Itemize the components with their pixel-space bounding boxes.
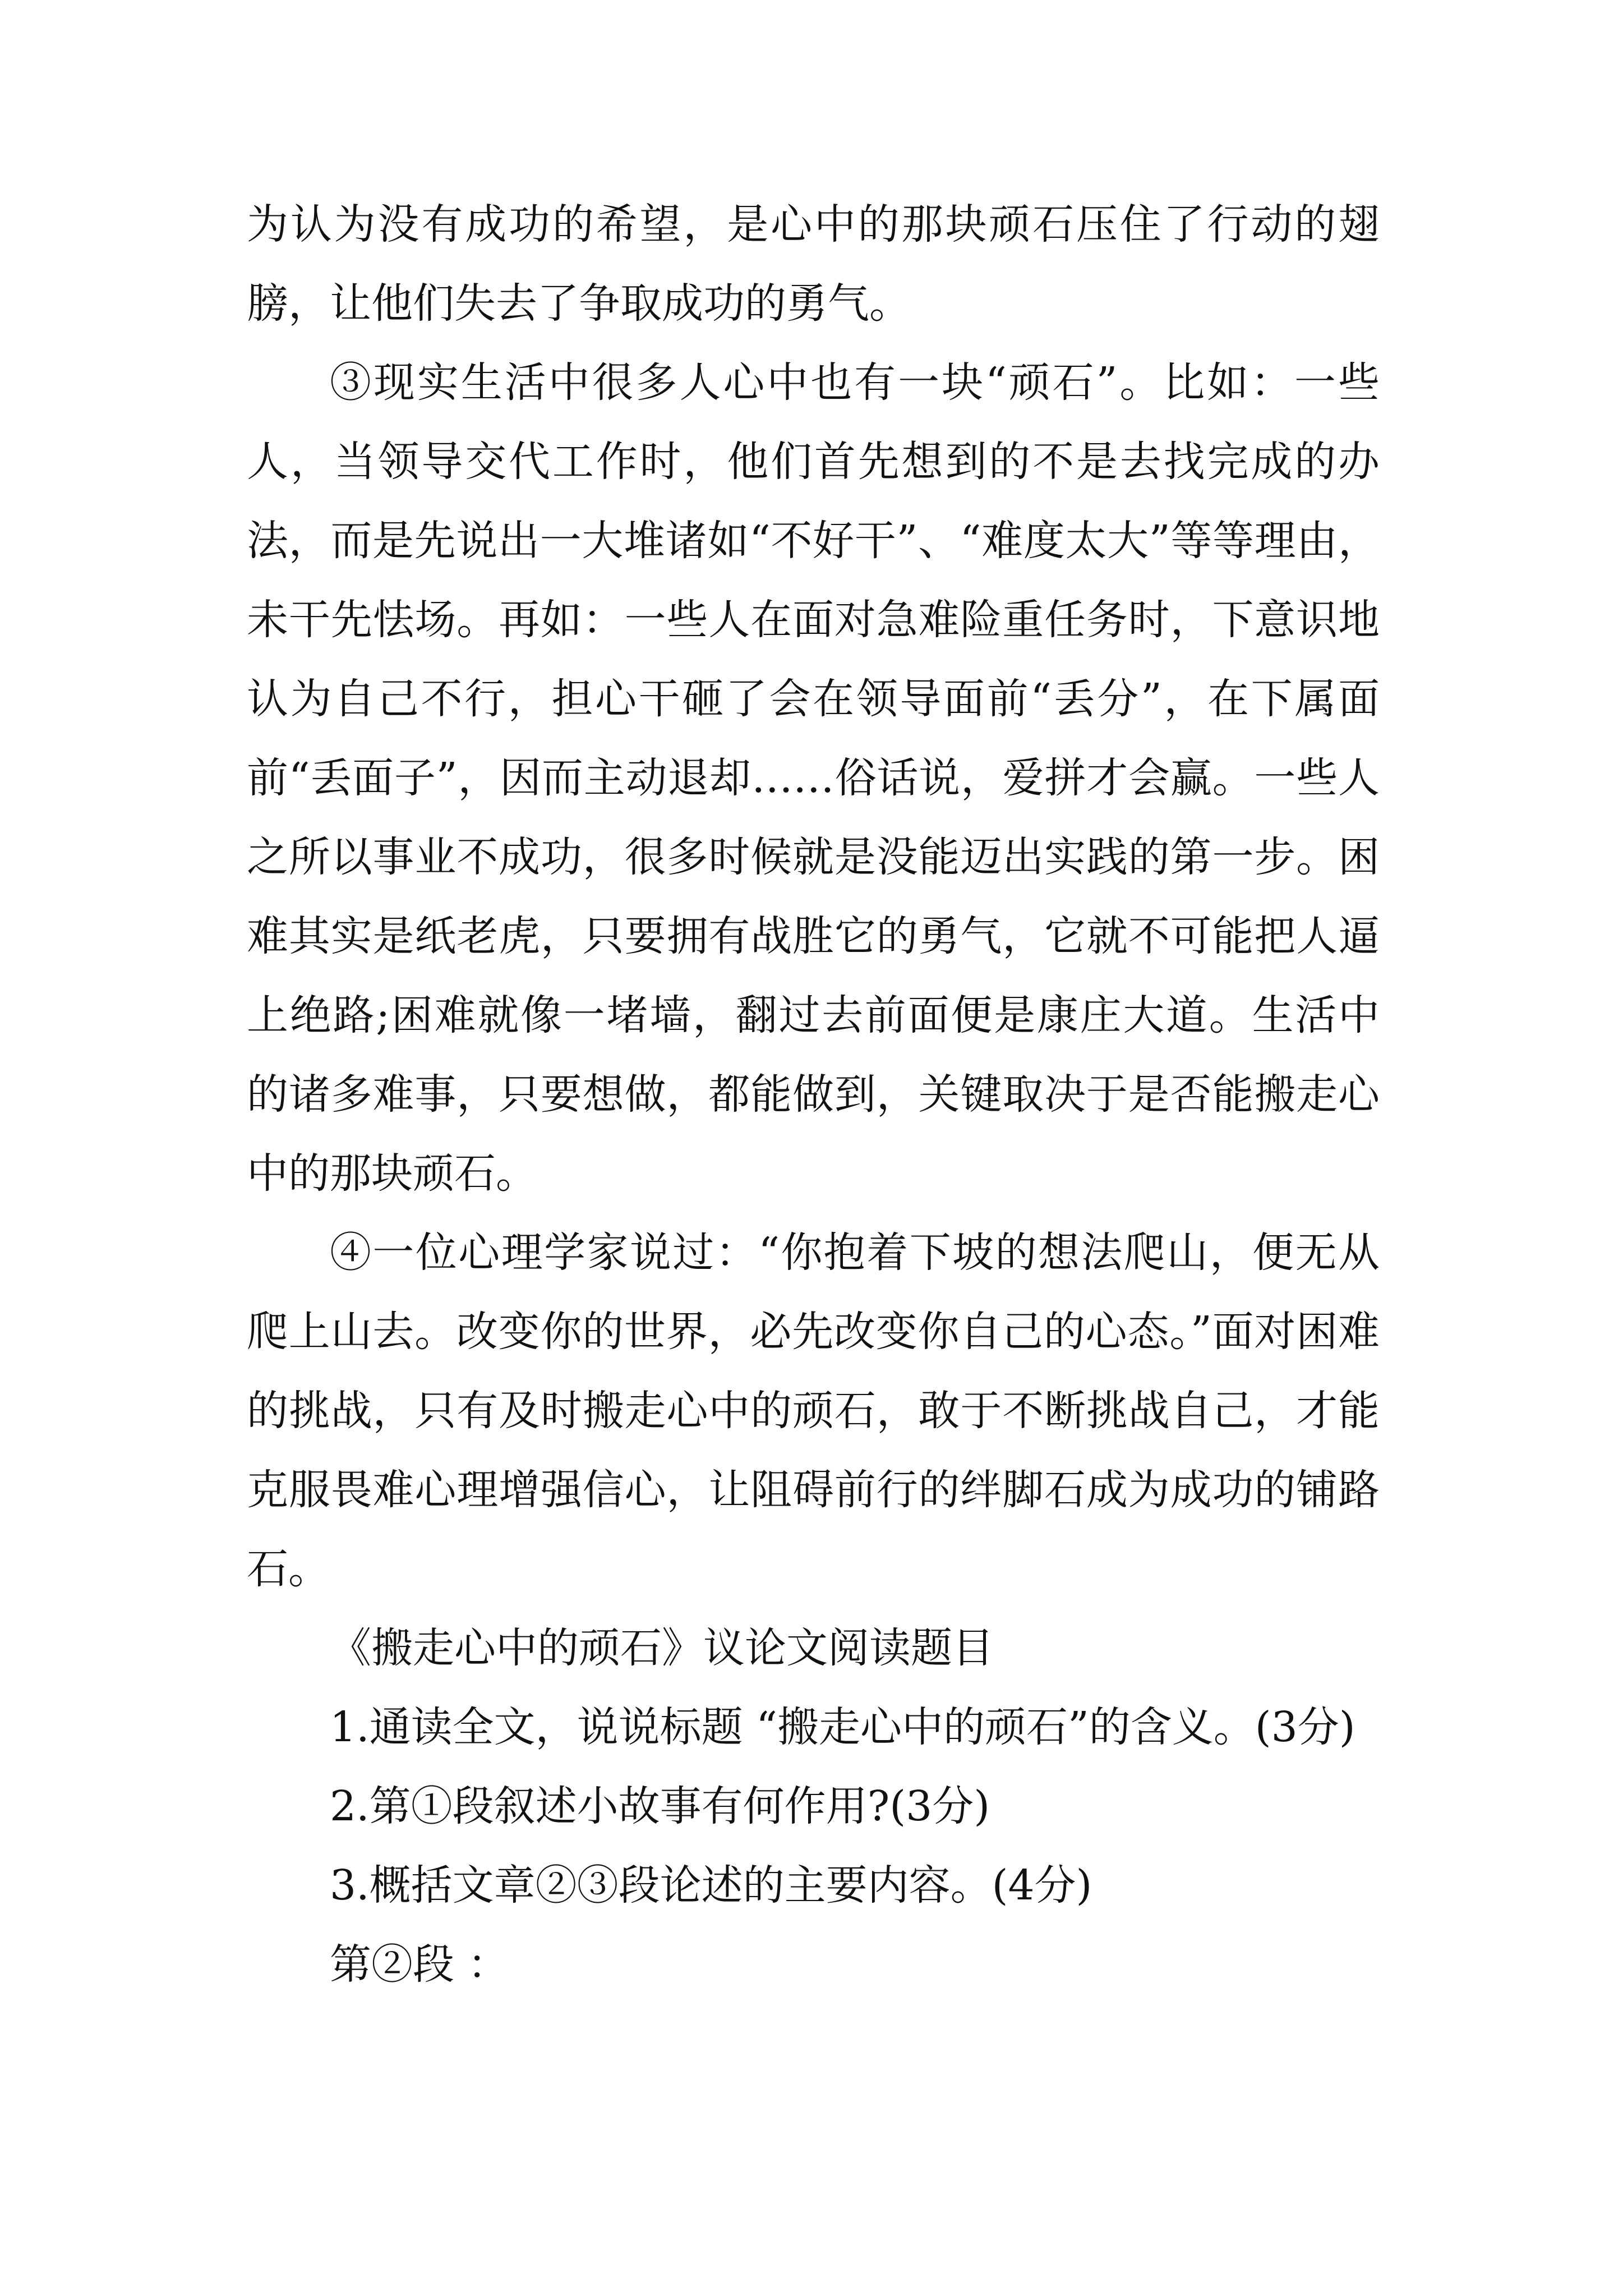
question-2: 2.第①段叙述小故事有何作用?(3分) [330,1782,990,1830]
answer-label-paragraph-2: 第②段 ： [330,1940,509,1989]
question-1: 1.通读全文，说说标题 “搬走心中的顽石”的含义。(3分) [330,1703,1355,1751]
section-title: 《搬走心中的顽石》议论文阅读题目 [330,1624,994,1672]
paragraph-4: ④一位心理学家说过：“你抱着下坡的想法爬山，便无从爬上山去。改变你的世界，必先改变你自己的心态。”面对困难的挑战，只有及时搬走心中的顽石，敢于不断挑战自己，才能克服畏难心理增强信心，让阻碍前行的绊脚石成为成功的铺路石。 [247,1228,1380,1593]
paragraph-3: ③现实生活中很多人心中也有一块“顽石”。比如：一些人，当领导交代工作时，他们首先想到的不是去找完成的办法，而是先说出一大堆诸如“不好干”、“难度太大”等等理由，未干先怯场。再如：一些人在面对急难险重任务时，下意识地认为自己不行，担心干砸了会在领导面前“丢分”，在下属面前“丢面子”，因而主动退却……俗话说，爱拼才会赢。一些人之所以事业不成功，很多时候就是没能迈出实践的第一步。困难其实是纸老虎，只要拥有战胜它的勇气，它就不可能把人逼上绝路;困难就像一堵墙，翻过去前面便是康庄大道。生活中的诸多难事，只要想做，都能做到，关键取决于是否能搬走心中的那块顽石。 [247,358,1380,1198]
question-3: 3.概括文章②③段论述的主要内容。(4分) [330,1861,1092,1910]
document-page [247,185,1380,2004]
paragraph-continuation: 为认为没有成功的希望，是心中的那块顽石压住了行动的翅膀，让他们失去了争取成功的勇气。 [247,200,1380,328]
